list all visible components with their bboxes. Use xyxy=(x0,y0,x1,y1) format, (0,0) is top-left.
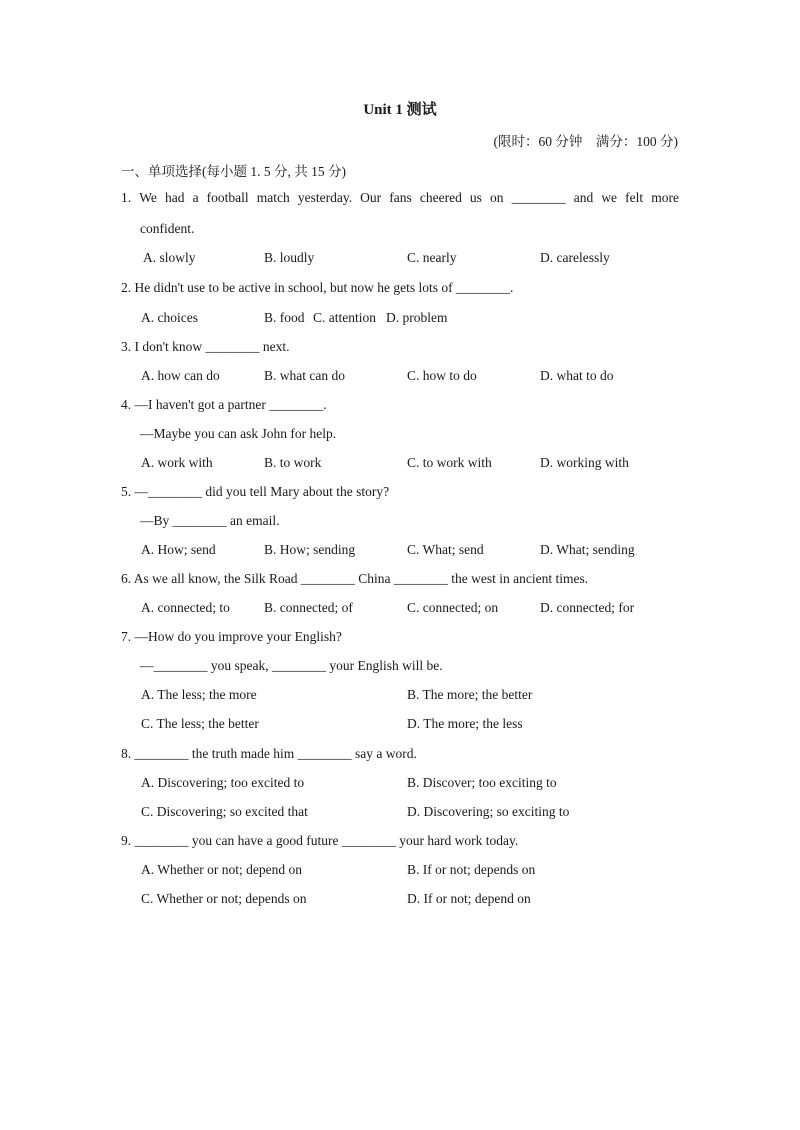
option-b: B. Discover; too exciting to xyxy=(407,775,557,790)
option-b: B. connected; of xyxy=(264,600,353,615)
question-6-line-1: 6. As we all know, the Silk Road ________ China ________ the west in ancient times. xyxy=(121,571,589,586)
answer-blank: ________ xyxy=(511,190,566,205)
option-d: D. What; sending xyxy=(540,542,635,557)
option-a: A. choices xyxy=(141,310,198,325)
word: us xyxy=(469,190,482,205)
option-d: D. connected; for xyxy=(540,600,635,615)
option-b: B. to work xyxy=(264,455,322,470)
option-c: C. nearly xyxy=(407,250,457,265)
option-b: B. How; sending xyxy=(264,542,356,557)
word: and xyxy=(573,190,594,205)
page-title: Unit 1 测试 xyxy=(363,102,437,118)
option-a: A. Whether or not; depend on xyxy=(141,862,302,877)
option-a: A. slowly xyxy=(143,250,196,265)
option-a: A. work with xyxy=(141,455,213,470)
option-b: B. The more; the better xyxy=(407,687,533,702)
question-3-line-1: 3. I don't know ________ next. xyxy=(121,339,290,354)
option-d: D. working with xyxy=(540,455,629,470)
word: had xyxy=(164,190,185,205)
option-a: A. Discovering; too excited to xyxy=(141,775,305,790)
question-2-line-1: 2. He didn't use to be active in school, but now he gets lots of ________. xyxy=(121,280,514,295)
option-a: A. how can do xyxy=(141,368,220,383)
option-d: D. The more; the less xyxy=(407,716,523,731)
question-4-line-1: 4. —I haven't got a partner ________. xyxy=(121,397,327,412)
question-9-line-1: 9. ________ you can have a good future ________ your hard work today. xyxy=(121,833,519,848)
word: on xyxy=(490,190,504,205)
option-b: B. food xyxy=(264,310,305,325)
option-d: D. problem xyxy=(386,310,448,325)
section-heading: 一、单项选择(每小题 1. 5 分, 共 15 分) xyxy=(121,164,346,179)
question-7-line-2: —________ you speak, ________ your English will be. xyxy=(140,658,443,673)
question-8-line-1: 8. ________ the truth made him ________ say a word. xyxy=(121,746,417,761)
option-c: C. connected; on xyxy=(407,600,499,615)
option-b: B. If or not; depends on xyxy=(407,862,536,877)
word: football xyxy=(206,190,249,205)
word: cheered xyxy=(419,190,462,205)
option-a: A. How; send xyxy=(141,542,216,557)
option-d: D. If or not; depend on xyxy=(407,891,531,906)
option-c: C. Discovering; so excited that xyxy=(141,804,308,819)
word: we xyxy=(601,190,618,205)
option-c: C. attention xyxy=(313,310,376,325)
word: We xyxy=(139,190,157,205)
question-5-line-1: 5. —________ did you tell Mary about the story? xyxy=(121,484,390,499)
question-4-line-2: —Maybe you can ask John for help. xyxy=(140,426,337,441)
option-c: C. The less; the better xyxy=(141,716,259,731)
option-c: C. to work with xyxy=(407,455,492,470)
word: more xyxy=(651,190,679,205)
option-c: C. how to do xyxy=(407,368,477,383)
option-c: C. Whether or not; depends on xyxy=(141,891,307,906)
question-1-line-2: confident. xyxy=(140,221,195,236)
word: Our xyxy=(360,190,382,205)
option-b: B. what can do xyxy=(264,368,345,383)
option-c: C. What; send xyxy=(407,542,484,557)
option-d: D. carelessly xyxy=(540,250,610,265)
time-limit: (限时：60 分钟 满分：100 分) xyxy=(493,134,678,149)
question-5-line-2: —By ________ an email. xyxy=(140,513,280,528)
option-a: A. connected; to xyxy=(141,600,230,615)
word: 1. xyxy=(121,190,132,205)
option-d: D. what to do xyxy=(540,368,614,383)
word: felt xyxy=(625,190,644,205)
word: fans xyxy=(389,190,412,205)
question-7-line-1: 7. —How do you improve your English? xyxy=(121,629,342,644)
option-a: A. The less; the more xyxy=(141,687,257,702)
word: a xyxy=(192,190,199,205)
word: match xyxy=(256,190,290,205)
question-1-line-1 xyxy=(121,190,679,206)
option-d: D. Discovering; so exciting to xyxy=(407,804,570,819)
word: yesterday. xyxy=(297,190,353,205)
option-b: B. loudly xyxy=(264,250,315,265)
